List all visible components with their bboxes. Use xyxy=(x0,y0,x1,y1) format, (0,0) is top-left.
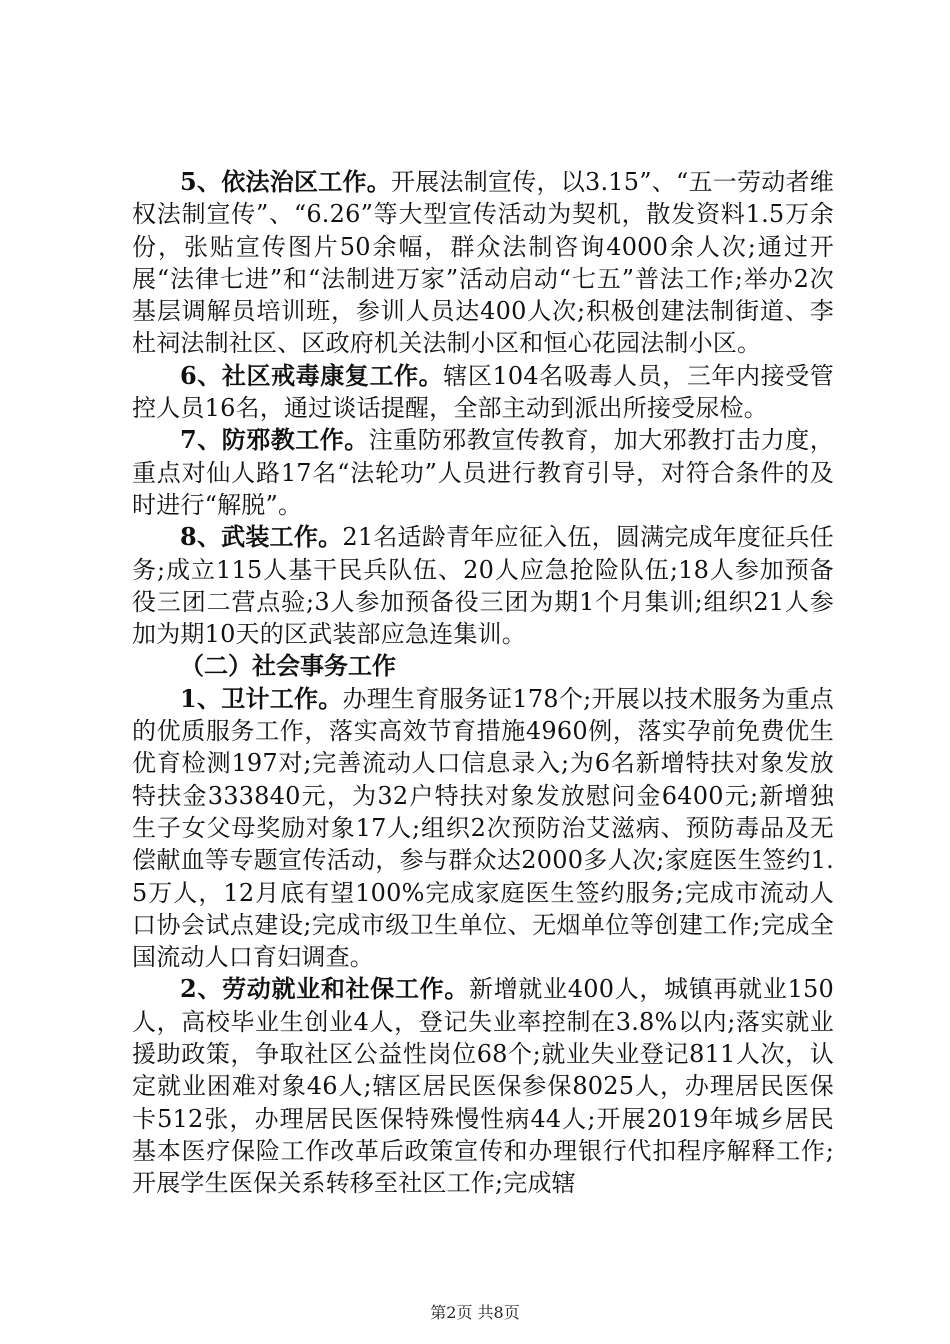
paragraph-text: 辖区104名吸毒人员，三年内接受管控人员16名，通过谈话提醒，全部主动到派出所接受尿检。 xyxy=(132,361,834,423)
section-heading: （二）社会事务工作 xyxy=(180,652,396,681)
paragraph-legal-governance xyxy=(132,166,834,360)
paragraph-lead: 5、依法治区工作。 xyxy=(180,167,391,196)
paragraph-text: 开展法制宣传，以3.15”、“五一劳动者维权法制宣传”、“6.26”等大型宣传活动为契机，散发资料1.5万余份，张贴宣传图片50余幅，群众法制咨询4000余人次;通过开展“法律七进”和“法制进万家”活动启动“七五”普法工作;举办2次基层调解员培训班，参训人员达400人次;积极创建法制街道、李杜祠法制社区、区政府机关法制小区和恒心花园法制小区。 xyxy=(132,168,834,358)
paragraph-lead: 7、防邪教工作。 xyxy=(180,425,369,455)
paragraph-text: 办理生育服务证178个;开展以技术服务为重点的优质服务工作，落实高效节育措施4960例，落实孕前免费优生优育检测197对;完善流动人口信息录入;为6名新增特扶对象发放特扶金333840元，为32户特扶对象发放慰问金6400元;新增独生子女父母奖励对象17人;组织2次预防治艾滋病、预防毒品及无偿献血等专题宣传活动，参与群众达2000多人次;家庭医生签约1.5万人，12月底有望100%完成家庭医生签约服务;完成市流动人口协会试点建设;完成市级卫生单位、无烟单位等创建工作;完成全国流动人口育妇调查。 xyxy=(132,684,834,972)
paragraph-lead: 1、卫计工作。 xyxy=(180,683,343,713)
page-number: 第2页 共8页 xyxy=(430,1303,520,1322)
paragraph-lead: 8、武装工作。 xyxy=(180,522,343,552)
paragraph-anti-cult xyxy=(132,424,834,521)
paragraph-employment-social-security xyxy=(132,973,834,1199)
paragraph-lead: 6、社区戒毒康复工作。 xyxy=(180,360,444,390)
paragraph-text: 21名适龄青年应征入伍，圆满完成年度征兵任务;成立115人基干民兵队伍、20人应急抢险队伍;18人参加预备役三团二营点验;3人参加预备役三团为期1个月集训;组织21人参加为期10天的区武装部应急连集训。 xyxy=(132,523,834,649)
document-body xyxy=(132,166,834,1200)
paragraph-text: 新增就业400人，城镇再就业150人，高校毕业生创业4人，登记失业率控制在3.8%以内;落实就业援助政策，争取社区公益性岗位68个;就业失业登记811人次，认定就业困难对象46人;辖区居民医保参保8025人，办理居民医保卡512张，办理居民医保特殊慢性病44人;开展2019年城乡居民基本医疗保险工作改革后政策宣传和办理银行代扣程序解释工作;开展学生医保关系转移至社区工作;完成辖 xyxy=(132,975,834,1198)
paragraph-health-planning xyxy=(132,683,834,974)
page-footer xyxy=(0,1300,950,1323)
paragraph-text: 注重防邪教宣传教育，加大邪教打击力度，重点对仙人路17名“法轮功”人员进行教育引导，对符合条件的及时进行“解脱”。 xyxy=(132,426,834,519)
paragraph-armed-forces xyxy=(132,521,834,650)
paragraph-lead: 2、劳动就业和社保工作。 xyxy=(180,974,470,1004)
paragraph-drug-rehab xyxy=(132,360,834,425)
